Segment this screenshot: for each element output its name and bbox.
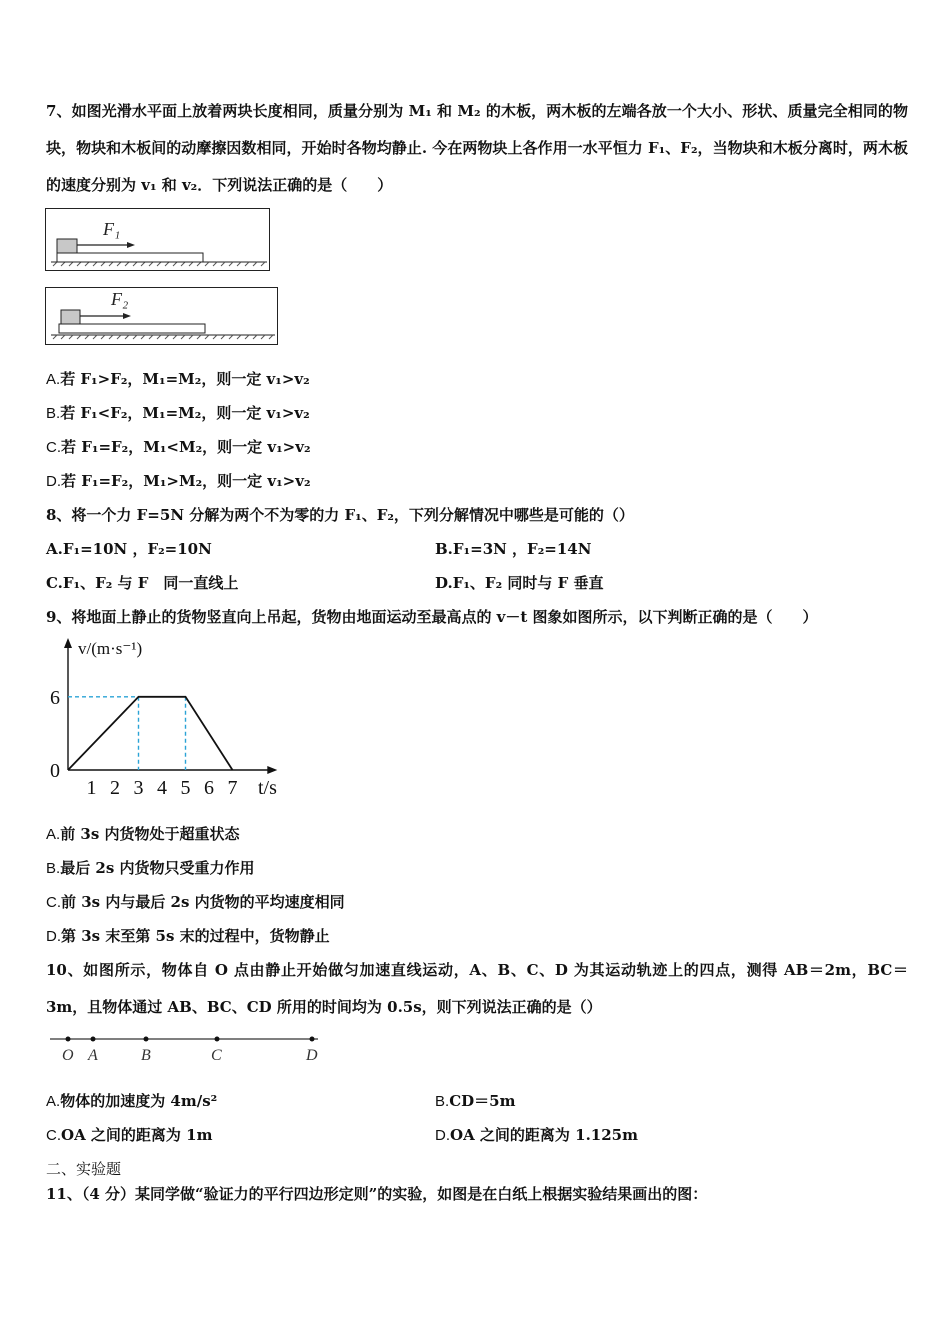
point-b-label: B bbox=[141, 1047, 151, 1064]
q10-option-b[interactable] bbox=[435, 1091, 515, 1112]
point-b bbox=[144, 1037, 149, 1042]
vt-y-axis-label: v/(m·s⁻¹) bbox=[78, 639, 143, 658]
option-mark: B. bbox=[435, 1093, 450, 1110]
q10-stem: 10、如图所示，物体自 O 点由静止开始做匀加速直线运动，A、B、C、D 为其运动轨迹上的四点，测得 AB＝2m，BC＝3m，且物体通过 AB、BC、CD 所用的时间均为 0.5s，则下列说法正确的是（） bbox=[46, 961, 908, 1016]
q10-option-d[interactable] bbox=[435, 1125, 638, 1146]
vt-x-tick-label: 1 bbox=[86, 777, 97, 799]
point-c-label: C bbox=[211, 1047, 222, 1064]
q9-option-a[interactable] bbox=[46, 824, 240, 845]
option-mark: B. bbox=[46, 405, 61, 422]
option-mark: A. bbox=[46, 1093, 61, 1110]
vt-ticks bbox=[50, 687, 238, 799]
option-text: CD＝5m bbox=[449, 1092, 516, 1110]
q9-option-c[interactable] bbox=[46, 892, 345, 913]
option-mark: C. bbox=[46, 1127, 61, 1144]
option-text: 若 F₁=F₂，M₁<M₂，则一定 v₁>v₂ bbox=[61, 438, 311, 456]
force-f1-label: F₁ bbox=[103, 219, 121, 239]
option-text: 前 3s 内与最后 2s 内货物的平均速度相同 bbox=[61, 893, 345, 911]
q7-option-b[interactable] bbox=[46, 403, 310, 424]
option-mark: A. bbox=[46, 371, 61, 388]
q7-figure-1 bbox=[45, 208, 271, 272]
q8-option-d[interactable]: D.F₁、F₂ 同时与 F 垂直 bbox=[435, 574, 604, 592]
section-title: 二、实验题 bbox=[46, 1160, 122, 1178]
option-text: 前 3s 内货物处于超重状态 bbox=[60, 825, 240, 843]
vt-x-axis-label: t/s bbox=[258, 777, 277, 799]
point-d bbox=[310, 1037, 315, 1042]
q9-option-d[interactable] bbox=[46, 926, 330, 947]
vt-y-arrow bbox=[64, 638, 72, 648]
q9-stem: 9、将地面上静止的货物竖直向上吊起，货物由地面运动至最高点的 v－t 图象如图所示，以下判断正确的是（ ） bbox=[46, 608, 818, 626]
vt-x-tick-label: 2 bbox=[110, 777, 120, 799]
q7-option-a[interactable] bbox=[46, 369, 310, 390]
q8-option-a[interactable]: A.F₁=10N ，F₂=10N bbox=[46, 540, 212, 558]
option-text: 第 3s 末至第 5s 末的过程中，货物静止 bbox=[61, 927, 330, 945]
q7-option-c[interactable] bbox=[46, 437, 311, 458]
option-mark: B. bbox=[46, 860, 61, 877]
q8-option-c[interactable]: C.F₁、F₂ 与 F 同一直线上 bbox=[46, 574, 239, 592]
point-c bbox=[215, 1037, 220, 1042]
vt-series-line bbox=[68, 697, 233, 770]
vt-series bbox=[68, 697, 233, 770]
q10-track-figure bbox=[46, 1030, 326, 1066]
point-a bbox=[91, 1037, 96, 1042]
option-text: 若 F₁>F₂，M₁=M₂，则一定 v₁>v₂ bbox=[60, 370, 310, 388]
option-text: 最后 2s 内货物只受重力作用 bbox=[60, 859, 255, 877]
q8-stem: 8、将一个力 F=5N 分解为两个不为零的力 F₁、F₂，下列分解情况中哪些是可能的（） bbox=[46, 506, 634, 524]
q11-stem: 11、（4 分）某同学做“验证力的平行四边形定则”的实验，如图是在白纸上根据实验结果画出的图： bbox=[46, 1185, 708, 1203]
vt-x-tick-label: 7 bbox=[227, 777, 238, 799]
q8-option-b[interactable]: B.F₁=3N ，F₂=14N bbox=[435, 540, 592, 558]
option-mark: C. bbox=[46, 894, 61, 911]
option-mark: D. bbox=[46, 928, 61, 945]
point-d-label: D bbox=[306, 1047, 318, 1064]
option-mark: D. bbox=[435, 1127, 450, 1144]
force-f2-label: F₂ bbox=[111, 289, 129, 309]
option-text: 物体的加速度为 4m/s² bbox=[60, 1092, 218, 1110]
q10-option-c[interactable] bbox=[46, 1125, 212, 1146]
point-o bbox=[66, 1037, 71, 1042]
option-mark: C. bbox=[46, 439, 61, 456]
vt-x-tick-label: 6 bbox=[204, 777, 214, 799]
vt-x-arrow bbox=[267, 766, 277, 774]
q10-option-a[interactable] bbox=[46, 1091, 217, 1112]
vt-x-tick-label: 3 bbox=[133, 777, 144, 799]
option-mark: A. bbox=[46, 826, 61, 843]
vt-graph bbox=[44, 634, 294, 804]
option-text: 若 F₁<F₂，M₁=M₂，则一定 v₁>v₂ bbox=[60, 404, 310, 422]
q9-option-b[interactable] bbox=[46, 858, 255, 879]
option-text: OA 之间的距离为 1.125m bbox=[450, 1126, 638, 1144]
point-o-label: O bbox=[62, 1047, 74, 1064]
q7-option-d[interactable] bbox=[46, 471, 311, 492]
option-text: 若 F₁=F₂，M₁>M₂，则一定 v₁>v₂ bbox=[61, 472, 311, 490]
vt-axes bbox=[64, 638, 277, 774]
vt-x-tick-label: 4 bbox=[157, 777, 167, 799]
point-a-label: A bbox=[88, 1047, 98, 1064]
q7-figure-2 bbox=[45, 287, 279, 347]
vt-x-tick-label: 5 bbox=[180, 777, 191, 799]
vt-y-tick-label: 0 bbox=[50, 760, 60, 782]
vt-y-tick-label: 6 bbox=[50, 686, 60, 709]
option-mark: D. bbox=[46, 473, 61, 490]
q7-stem: 7、如图光滑水平面上放着两块长度相同，质量分别为 M₁ 和 M₂ 的木板，两木板的左端各放一个大小、形状、质量完全相同的物块，物块和木板间的动摩擦因数相同，开始时各物均静止. 今在两物块上各作用一水平恒力 F₁、F₂，当物块和木板分离时，两木板的速度分别为 v₁ 和 v₂．下列说法正确的是（ ） bbox=[46, 102, 908, 194]
option-text: OA 之间的距离为 1m bbox=[61, 1126, 213, 1144]
